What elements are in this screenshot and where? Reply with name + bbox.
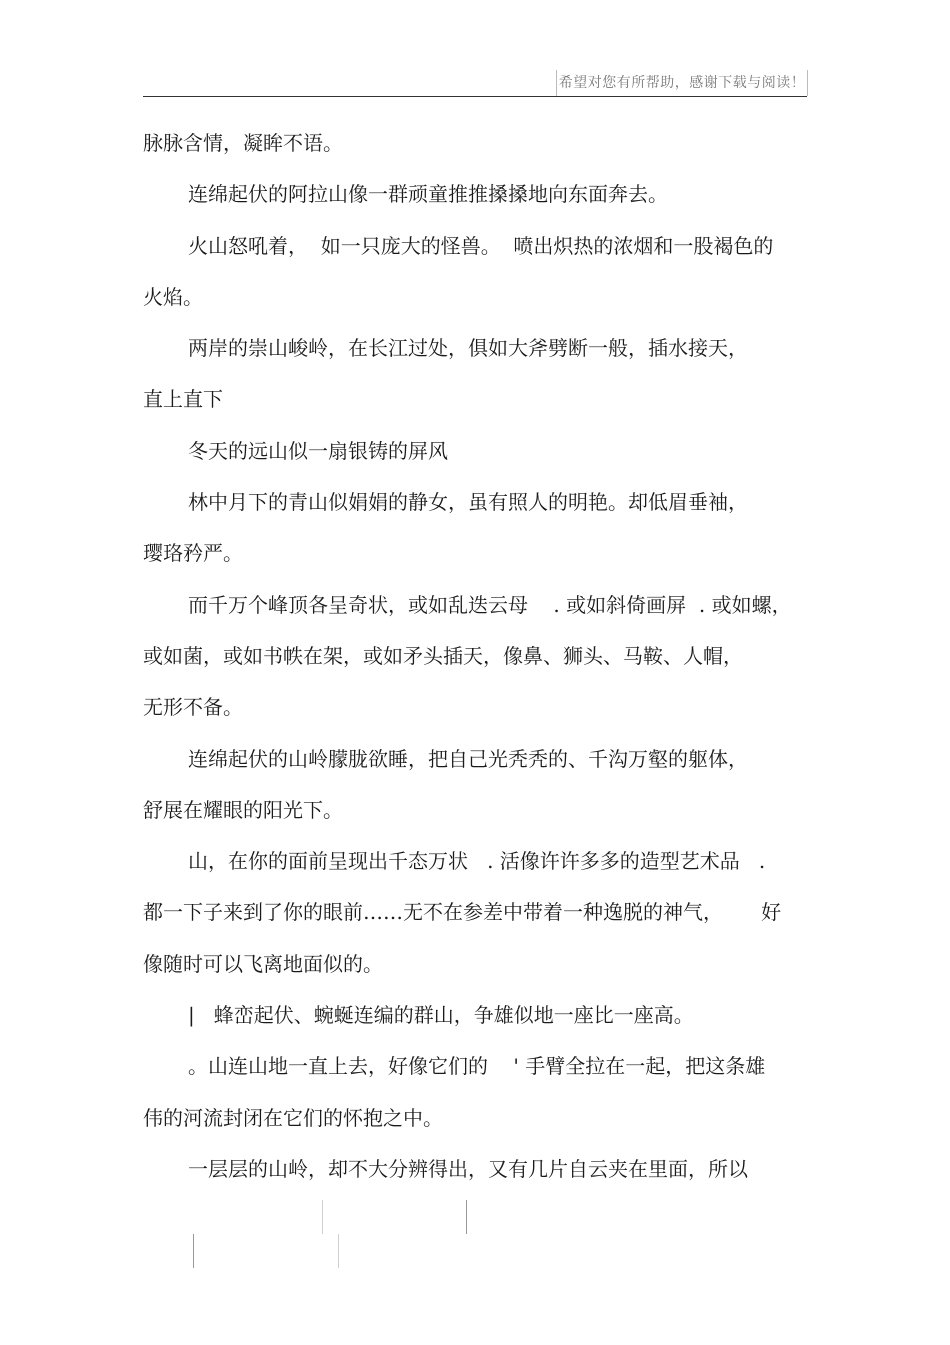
text-line: | 蜂峦起伏、蜿蜒连编的群山，争雄似地一座比一座高。 bbox=[188, 1003, 694, 1028]
text-line: 一层层的山岭，却不大分辨得出，又有几片自云夹在里面，所以 bbox=[188, 1156, 748, 1181]
text-line: 连绵起伏的阿拉山像一群顽童推推搡搡地向东面奔去。 bbox=[188, 182, 668, 207]
text-line: 火山怒吼着， 如一只庞大的怪兽。 喷出炽热的浓烟和一股褐色的 bbox=[188, 233, 774, 258]
text-line: 脉脉含情，凝眸不语。 bbox=[143, 131, 343, 155]
header-rule bbox=[143, 96, 807, 97]
text-line: 都一下子来到了你的眼前……无不在参差中带着一种逸脱的神气， 好 bbox=[143, 900, 782, 925]
decorative-rule bbox=[466, 1200, 467, 1234]
text-line: 舒展在耀眼的阳光下。 bbox=[143, 797, 343, 822]
text-line: 火焰。 bbox=[143, 284, 203, 309]
text-line: 像随时可以飞离地面似的。 bbox=[143, 951, 383, 976]
decorative-rule bbox=[322, 1200, 323, 1234]
text-line: 无形不备。 bbox=[143, 695, 243, 720]
body-text bbox=[143, 120, 807, 1197]
text-line: 伟的河流封闭在它们的怀抱之中。 bbox=[143, 1105, 443, 1130]
text-line: 冬天的远山似一扇银铸的屏风 bbox=[188, 438, 448, 463]
decorative-rule bbox=[193, 1234, 194, 1268]
text-line: 。山连山地一直上去，好像它们的 ' 手臂全拉在一起，把这条雄 bbox=[188, 1054, 766, 1079]
text-line: 璎珞矜严。 bbox=[143, 541, 243, 566]
text-line: 或如菌，或如书帙在架，或如矛头插天，像鼻、狮头、马鞍、人帽， bbox=[143, 643, 743, 668]
text-line: 而千万个峰顶各呈奇状，或如乱迭云母 . 或如斜倚画屏 . 或如螺， bbox=[188, 592, 792, 617]
text-line: 林中月下的青山似娟娟的静女，虽有照人的明艳。却低眉垂袖， bbox=[188, 490, 748, 515]
text-line: 两岸的崇山峻岭，在长江过处，俱如大斧劈断一般，插水接天， bbox=[188, 336, 748, 361]
text-line: 连绵起伏的山岭朦胧欲睡，把自己光秃秃的、千沟万壑的躯体， bbox=[188, 746, 748, 771]
text-line: 直上直下 bbox=[143, 387, 223, 412]
decorative-rule bbox=[338, 1234, 339, 1268]
text-line: 山，在你的面前呈现出千态万状 . 活像许许多多的造型艺术品 . bbox=[188, 849, 766, 874]
header-note: 希望对您有所帮助，感谢下载与阅读！ bbox=[556, 70, 808, 96]
